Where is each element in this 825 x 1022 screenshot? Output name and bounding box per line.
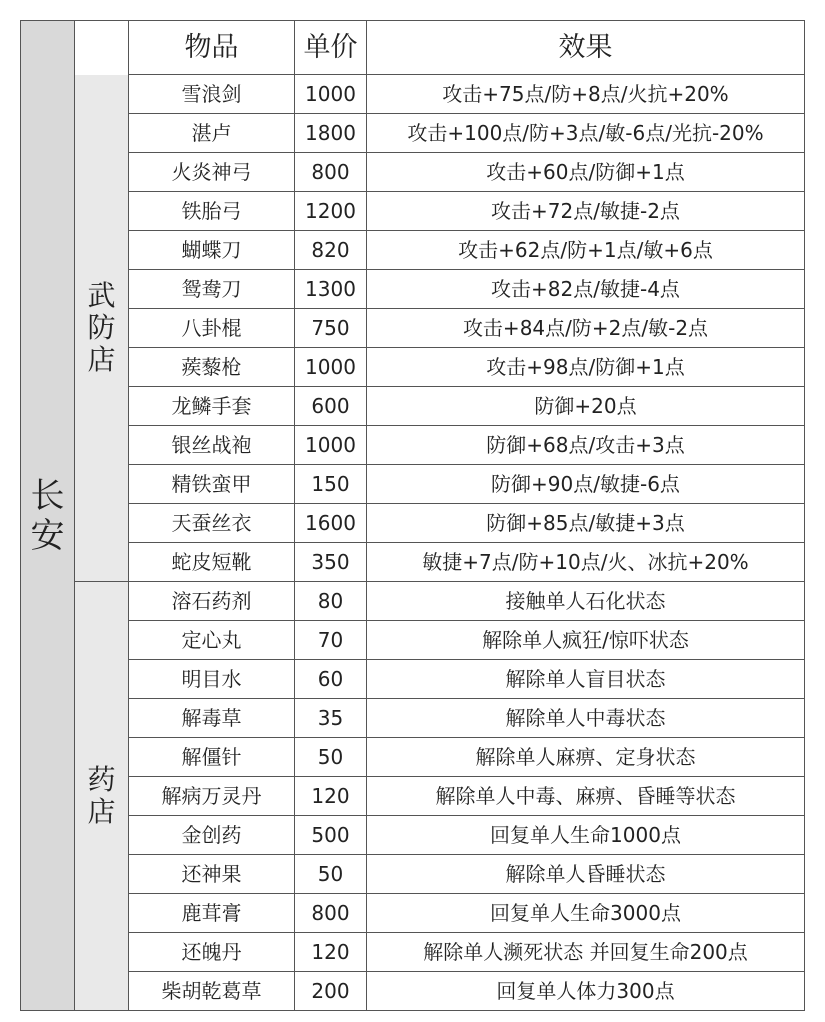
city-cell	[21, 21, 75, 1011]
item-price-cell: 200	[295, 972, 367, 1011]
shop-name-cell	[75, 75, 129, 582]
shop-table-container	[20, 20, 804, 1009]
table-row	[21, 777, 805, 816]
item-price-cell: 1000	[295, 75, 367, 114]
item-effect-cell: 接触单人石化状态	[367, 582, 805, 621]
shop-name: 药店	[87, 763, 116, 828]
item-effect-cell: 防御+85点/敏捷+3点	[367, 504, 805, 543]
item-price-cell: 70	[295, 621, 367, 660]
item-name-cell: 明目水	[129, 660, 295, 699]
item-effect-cell: 攻击+98点/防御+1点	[367, 348, 805, 387]
header-price: 单价	[295, 21, 367, 75]
item-effect-cell: 回复单人体力300点	[367, 972, 805, 1011]
shop-name: 武防店	[87, 278, 116, 376]
item-effect-cell: 攻击+82点/敏捷-4点	[367, 270, 805, 309]
item-price-cell: 500	[295, 816, 367, 855]
header-item: 物品	[129, 21, 295, 75]
item-effect-cell: 解除单人中毒、麻痹、昏睡等状态	[367, 777, 805, 816]
shop-name-cell	[75, 582, 129, 1011]
item-name-cell: 龙鳞手套	[129, 387, 295, 426]
item-price-cell: 120	[295, 933, 367, 972]
item-name-cell: 铁胎弓	[129, 192, 295, 231]
table-row	[21, 933, 805, 972]
item-effect-cell: 敏捷+7点/防+10点/火、冰抗+20%	[367, 543, 805, 582]
item-name-cell: 还魄丹	[129, 933, 295, 972]
item-effect-cell: 防御+20点	[367, 387, 805, 426]
header-row	[21, 21, 805, 75]
item-name-cell: 蒺藜枪	[129, 348, 295, 387]
table-row	[21, 387, 805, 426]
item-price-cell: 1600	[295, 504, 367, 543]
item-effect-cell: 防御+90点/敏捷-6点	[367, 465, 805, 504]
item-effect-cell: 防御+68点/攻击+3点	[367, 426, 805, 465]
table-row	[21, 972, 805, 1011]
item-name-cell: 鸳鸯刀	[129, 270, 295, 309]
item-price-cell: 50	[295, 738, 367, 777]
item-price-cell: 35	[295, 699, 367, 738]
item-name-cell: 蝴蝶刀	[129, 231, 295, 270]
item-price-cell: 600	[295, 387, 367, 426]
item-effect-cell: 解除单人疯狂/惊吓状态	[367, 621, 805, 660]
item-name-cell: 天蚕丝衣	[129, 504, 295, 543]
item-price-cell: 1000	[295, 426, 367, 465]
item-effect-cell: 解除单人昏睡状态	[367, 855, 805, 894]
item-price-cell: 1000	[295, 348, 367, 387]
table-row	[21, 309, 805, 348]
item-name-cell: 定心丸	[129, 621, 295, 660]
item-effect-cell: 攻击+60点/防御+1点	[367, 153, 805, 192]
table-row	[21, 426, 805, 465]
item-name-cell: 银丝战袍	[129, 426, 295, 465]
table-row	[21, 465, 805, 504]
table-row	[21, 270, 805, 309]
item-price-cell: 1200	[295, 192, 367, 231]
item-effect-cell: 解除单人濒死状态 并回复生命200点	[367, 933, 805, 972]
item-price-cell: 750	[295, 309, 367, 348]
item-price-cell: 60	[295, 660, 367, 699]
item-name-cell: 八卦棍	[129, 309, 295, 348]
item-price-cell: 1800	[295, 114, 367, 153]
table-row	[21, 231, 805, 270]
table-row	[21, 543, 805, 582]
item-name-cell: 溶石药剂	[129, 582, 295, 621]
table-row	[21, 114, 805, 153]
table-row	[21, 660, 805, 699]
item-name-cell: 蛇皮短靴	[129, 543, 295, 582]
item-effect-cell: 解除单人盲目状态	[367, 660, 805, 699]
item-name-cell: 湛卢	[129, 114, 295, 153]
table-row	[21, 504, 805, 543]
item-effect-cell: 回复单人生命3000点	[367, 894, 805, 933]
item-effect-cell: 回复单人生命1000点	[367, 816, 805, 855]
table-row	[21, 699, 805, 738]
item-name-cell: 解毒草	[129, 699, 295, 738]
table-row	[21, 153, 805, 192]
table-row	[21, 738, 805, 777]
item-effect-cell: 攻击+72点/敏捷-2点	[367, 192, 805, 231]
item-name-cell: 雪浪剑	[129, 75, 295, 114]
item-name-cell: 解病万灵丹	[129, 777, 295, 816]
item-price-cell: 120	[295, 777, 367, 816]
item-effect-cell: 攻击+84点/防+2点/敏-2点	[367, 309, 805, 348]
item-price-cell: 800	[295, 153, 367, 192]
item-price-cell: 350	[295, 543, 367, 582]
item-effect-cell: 解除单人中毒状态	[367, 699, 805, 738]
item-effect-cell: 攻击+100点/防+3点/敏-6点/光抗-20%	[367, 114, 805, 153]
table-row	[21, 621, 805, 660]
table-row	[21, 582, 805, 621]
table-row	[21, 855, 805, 894]
table-row	[21, 894, 805, 933]
item-price-cell: 1300	[295, 270, 367, 309]
city-label: 长安	[30, 475, 65, 556]
item-effect-cell: 攻击+75点/防+8点/火抗+20%	[367, 75, 805, 114]
item-name-cell: 柴胡乾葛草	[129, 972, 295, 1011]
item-name-cell: 火炎神弓	[129, 153, 295, 192]
header-effect: 效果	[367, 21, 805, 75]
item-effect-cell: 攻击+62点/防+1点/敏+6点	[367, 231, 805, 270]
item-price-cell: 150	[295, 465, 367, 504]
item-name-cell: 还神果	[129, 855, 295, 894]
item-price-cell: 820	[295, 231, 367, 270]
shop-price-table	[20, 20, 805, 1011]
item-effect-cell: 解除单人麻痹、定身状态	[367, 738, 805, 777]
item-name-cell: 精铁蛮甲	[129, 465, 295, 504]
item-price-cell: 50	[295, 855, 367, 894]
table-row	[21, 75, 805, 114]
item-name-cell: 金创药	[129, 816, 295, 855]
item-name-cell: 鹿茸膏	[129, 894, 295, 933]
table-row	[21, 816, 805, 855]
item-price-cell: 80	[295, 582, 367, 621]
header-blank-cell	[75, 21, 129, 75]
table-row	[21, 348, 805, 387]
item-name-cell: 解僵针	[129, 738, 295, 777]
table-row	[21, 192, 805, 231]
item-price-cell: 800	[295, 894, 367, 933]
